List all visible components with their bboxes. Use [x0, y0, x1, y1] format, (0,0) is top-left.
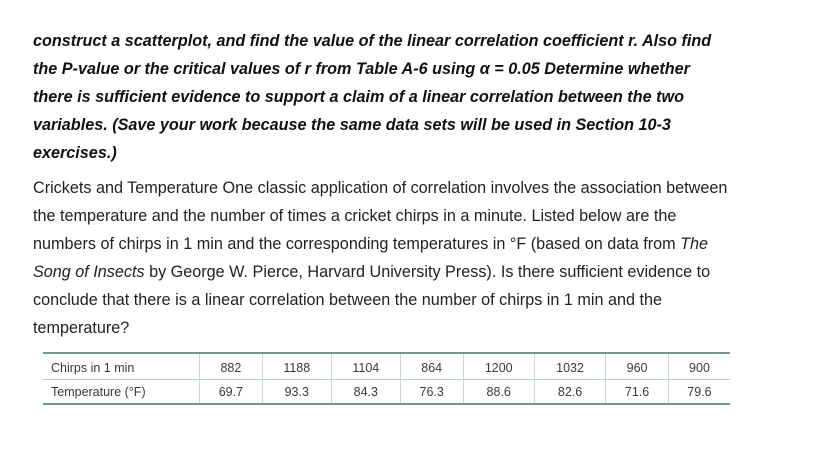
- problem-line-2: the temperature and the number of times a cricket chirps in a minute. Listed below are the: [33, 207, 677, 225]
- row-label-temperature: Temperature (°F): [51, 384, 146, 399]
- row-label-chirps: Chirps in 1 min: [43, 353, 200, 380]
- table-cell: 882: [200, 353, 263, 380]
- table-cell: 900: [668, 353, 730, 380]
- table-cell: 864: [400, 353, 463, 380]
- table-cell: 79.6: [668, 380, 730, 405]
- problem-statement: [33, 174, 808, 342]
- table-cell: 93.3: [262, 380, 331, 405]
- instructions-line-2: the P-value or the critical values of r from Table A-6 using α = 0.05 Determine whether: [33, 60, 690, 78]
- table-cell: 1188: [262, 353, 331, 380]
- table-cell: 82.6: [534, 380, 605, 405]
- instructions-line-5: exercises.): [33, 144, 117, 162]
- instructions-line-4: variables. (Save your work because the same data sets will be used in Section 10-3: [33, 116, 671, 134]
- problem-line-6: temperature?: [33, 319, 130, 337]
- table-cell: 84.3: [331, 380, 400, 405]
- table-cell: 69.7: [200, 380, 263, 405]
- table-row-chirps: [43, 353, 730, 380]
- problem-line-4-text: by George W. Pierce, Harvard University Press). Is there sufficient evidence to: [144, 263, 711, 281]
- book-title-part-2: Song of Insects: [33, 263, 145, 281]
- instructions-line-1: construct a scatterplot, and find the value of the linear correlation coefficient r. Also find: [33, 32, 712, 50]
- table-row-temperature: [43, 380, 730, 405]
- problem-line-1: Crickets and Temperature One classic application of correlation involves the association between: [33, 179, 728, 197]
- problem-line-3-text: numbers of chirps in 1 min and the corresponding temperatures in °F (based on data from: [33, 235, 681, 253]
- data-table: [43, 352, 730, 405]
- exercise-instructions: [33, 27, 803, 167]
- problem-line-5: conclude that there is a linear correlation between the number of chirps in 1 min and the: [33, 291, 662, 309]
- problem-line-4: [33, 258, 808, 286]
- problem-line-3: [33, 230, 808, 258]
- table-cell: 76.3: [400, 380, 463, 405]
- table-cell: 1032: [534, 353, 605, 380]
- table-cell: 960: [606, 353, 669, 380]
- table-cell: 88.6: [463, 380, 534, 405]
- table-cell: 71.6: [606, 380, 669, 405]
- table-cell: 1200: [463, 353, 534, 380]
- book-title-part-1: The: [680, 235, 709, 253]
- table-cell: 1104: [331, 353, 400, 380]
- instructions-line-3: there is sufficient evidence to support a claim of a linear correlation between the two: [33, 88, 684, 106]
